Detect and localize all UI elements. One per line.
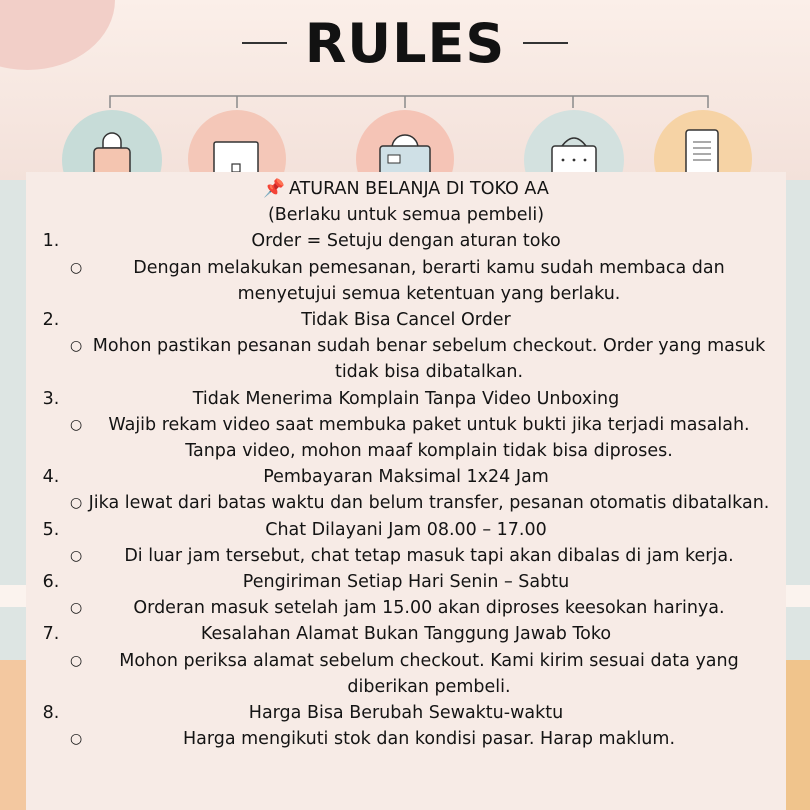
rule-title: Pembayaran Maksimal 1x24 Jam bbox=[263, 467, 549, 488]
rule-detail-text: Dengan melakukan pemesanan, berarti kamu sudah membaca dan menyetujui semua ketentuan yang berlaku. bbox=[133, 257, 725, 304]
shopping-bag-icon bbox=[552, 138, 596, 176]
rule-detail bbox=[26, 333, 786, 385]
rule-title: Pengiriman Setiap Hari Senin – Sabtu bbox=[242, 572, 570, 593]
rule-item bbox=[26, 621, 786, 647]
bullet-circle-icon: ○ bbox=[70, 259, 83, 276]
rule-number: 6. bbox=[42, 572, 60, 593]
pushpin-icon: 📌 bbox=[263, 179, 285, 199]
rule-number: 3. bbox=[42, 388, 60, 409]
bullet-circle-icon: ○ bbox=[70, 652, 83, 669]
title-line-left bbox=[242, 42, 287, 44]
rule-detail bbox=[26, 490, 786, 516]
rule-number: 4. bbox=[42, 467, 60, 488]
rules-list bbox=[26, 228, 786, 752]
rule-title: Harga Bisa Berubah Sewaktu-waktu bbox=[248, 703, 564, 724]
rule-item bbox=[26, 700, 786, 726]
rule-detail-text: Mohon pastikan pesanan sudah benar sebelum checkout. Order yang masuk tidak bisa dibatalkan. bbox=[92, 336, 766, 383]
rule-detail-text: Orderan masuk setelah jam 15.00 akan diproses keesokan harinya. bbox=[133, 598, 725, 619]
bullet-circle-icon: ○ bbox=[70, 547, 83, 564]
intro-heading bbox=[26, 176, 786, 202]
rule-number: 5. bbox=[42, 519, 60, 540]
rule-detail-text: Wajib rekam video saat membuka paket untuk bukti jika terjadi masalah. Tanpa video, mohon maaf komplain tidak bisa diproses. bbox=[108, 414, 750, 462]
rule-item bbox=[26, 517, 786, 543]
rule-title: Chat Dilayani Jam 08.00 – 17.00 bbox=[265, 519, 547, 540]
rule-title: Kesalahan Alamat Bukan Tanggung Jawab Toko bbox=[200, 624, 612, 645]
bullet-circle-icon: ○ bbox=[70, 600, 83, 617]
rule-detail bbox=[26, 543, 786, 569]
bullet-circle-icon: ○ bbox=[70, 495, 83, 512]
rule-item bbox=[26, 569, 786, 595]
bullet-circle-icon: ○ bbox=[70, 338, 83, 355]
rule-title: Order = Setuju dengan aturan toko bbox=[251, 231, 561, 252]
heading-text: ATURAN BELANJA DI TOKO AA bbox=[288, 179, 549, 199]
receipt-icon bbox=[686, 130, 718, 176]
rule-detail bbox=[26, 412, 786, 464]
rule-item bbox=[26, 307, 786, 333]
bullet-circle-icon: ○ bbox=[70, 416, 83, 433]
rule-detail bbox=[26, 726, 786, 752]
rule-detail bbox=[26, 648, 786, 700]
rule-detail-text: Jika lewat dari batas waktu dan belum transfer, pesanan otomatis dibatalkan. bbox=[88, 493, 770, 514]
rule-item bbox=[26, 386, 786, 412]
rule-detail bbox=[26, 595, 786, 621]
rule-item bbox=[26, 464, 786, 490]
rule-title: Tidak Bisa Cancel Order bbox=[301, 310, 511, 331]
rule-title: Tidak Menerima Komplain Tanpa Video Unboxing bbox=[192, 388, 620, 409]
rule-detail-text: Mohon periksa alamat sebelum checkout. Kami kirim sesuai data yang diberikan pembeli. bbox=[119, 650, 739, 697]
rule-detail-text: Di luar jam tersebut, chat tetap masuk tapi akan dibalas di jam kerja. bbox=[124, 545, 734, 566]
payment-terminal-icon bbox=[380, 135, 430, 176]
title-line-right bbox=[523, 42, 568, 44]
rule-number: 8. bbox=[42, 703, 60, 724]
rules-content bbox=[26, 176, 786, 752]
rule-detail bbox=[26, 255, 786, 307]
rule-number: 2. bbox=[42, 310, 60, 331]
rule-detail-text: Harga mengikuti stok dan kondisi pasar. Harap maklum. bbox=[182, 729, 676, 750]
rule-number: 7. bbox=[42, 624, 60, 645]
card-icon bbox=[214, 142, 258, 176]
intro-subheading: (Berlaku untuk semua pembeli) bbox=[267, 205, 545, 226]
title-bar bbox=[0, 8, 810, 78]
rule-item bbox=[26, 228, 786, 254]
bullet-circle-icon: ○ bbox=[70, 731, 83, 748]
rule-number: 1. bbox=[42, 231, 60, 252]
page-title: RULES bbox=[304, 11, 506, 75]
